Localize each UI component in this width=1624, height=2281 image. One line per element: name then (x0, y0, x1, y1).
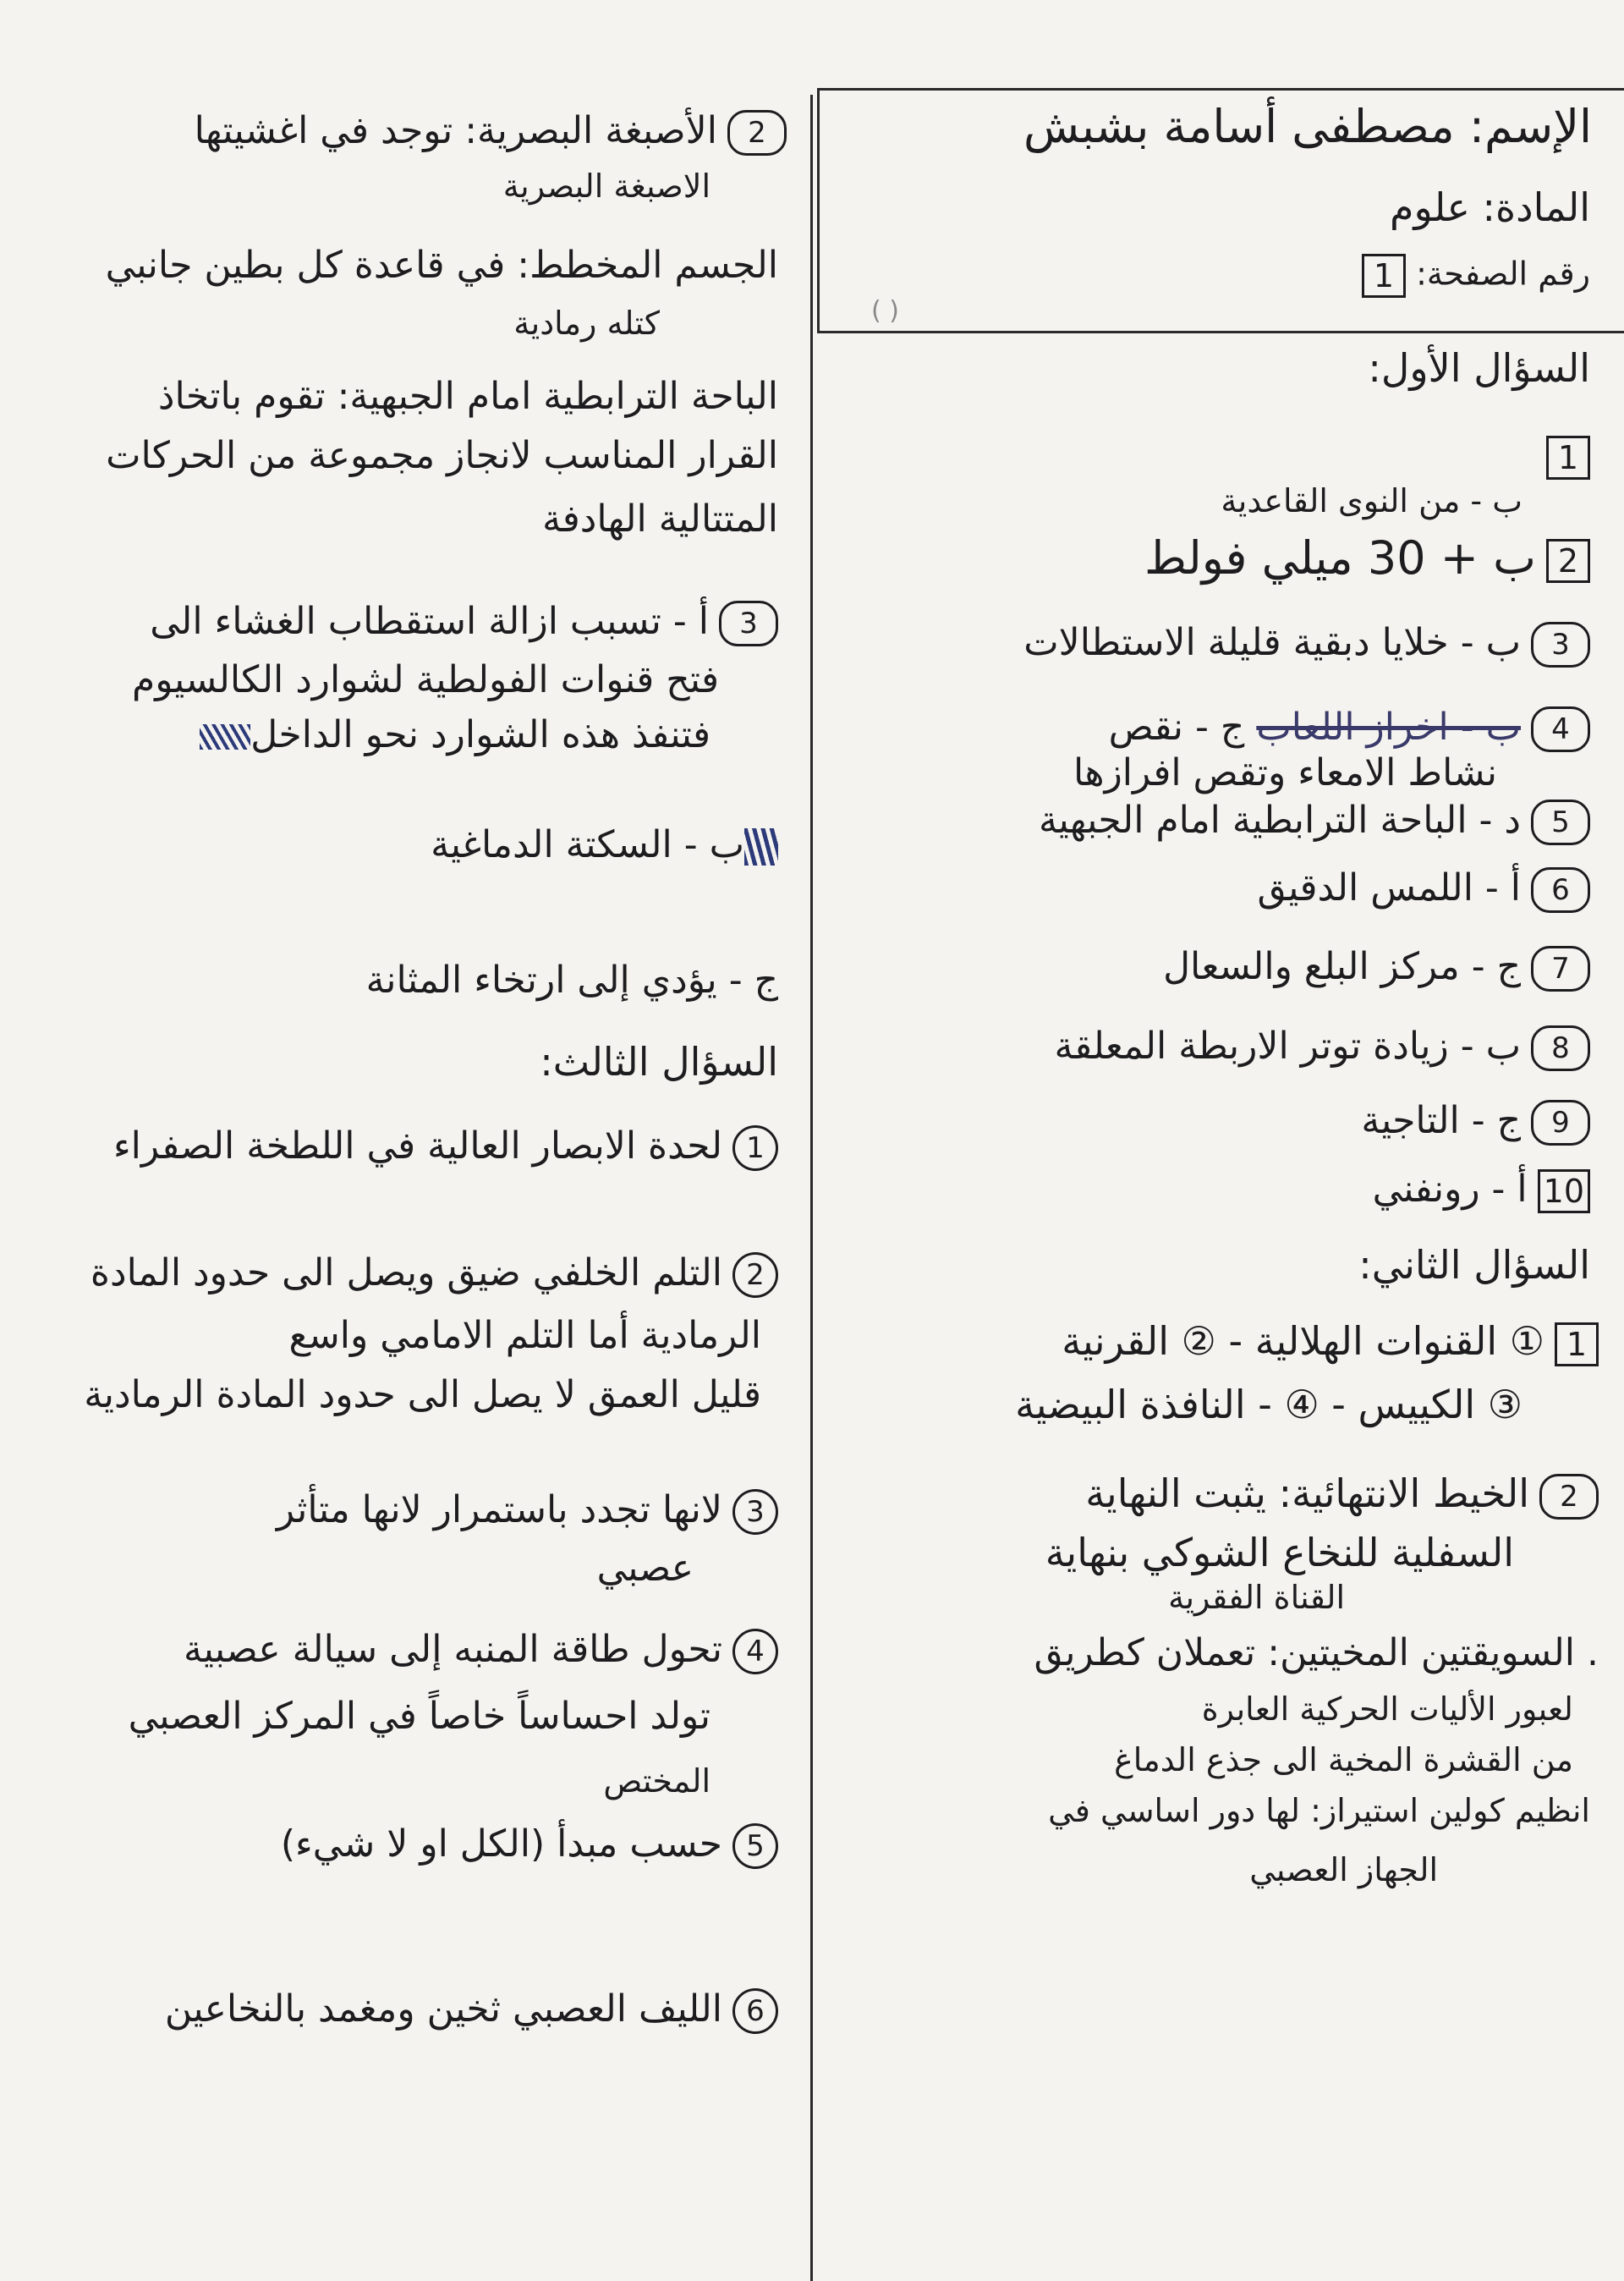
l-body-line1: الجسم المخطط: في قاعدة كل بطين جانبي (105, 244, 778, 287)
l-item-3c: ج - يؤدي إلى ارتخاء المثانة (365, 959, 778, 1002)
q2-item-2-line1: 2الخيط الانتهائية: يثبت النهاية (1085, 1472, 1599, 1520)
q1-title: السؤال الأول: (1368, 345, 1590, 391)
q3-item-4-line3: المختص (603, 1762, 710, 1800)
scribble-mark-2 (744, 828, 778, 866)
q2-title: السؤال الثاني: (1358, 1242, 1590, 1288)
l-item-3b: ب - السكتة الدماغية (431, 825, 778, 866)
q2-item-2-line5: لعبور الأليات الحركية العابرة (1201, 1690, 1573, 1728)
column-divider (810, 95, 813, 2281)
student-name: الإسم: مصطفى أسامة بشبش (1023, 100, 1592, 153)
q3-item-5: 5حسب مبدأ (الكل او لا شيء) (281, 1823, 778, 1869)
q1-item-4-struck: ب - اخراز اللعاب (1256, 706, 1521, 749)
l-q2-item-2-line2: الاصبغة البصرية (502, 168, 710, 205)
l-q2-item-3-line2: فتح قنوات الفولطية لشوارد الكالسيوم (131, 658, 719, 701)
q2-item-2-line8: الجهاز العصبي (1249, 1851, 1438, 1888)
q2-item-2-line2: السفلية للنخاع الشوكي بنهاية (1045, 1530, 1514, 1575)
q2-item-1-line2: ③ الكييس - ④ - النافذة البيضية (1015, 1382, 1522, 1427)
q3-item-6: 6الليف العصبي ثخين ومغمد بالنخاعين (165, 1988, 778, 2034)
q2-item-2-line6: من القشرة المخية الى جذع الدماغ (1114, 1741, 1573, 1778)
q1-item-8: 8ب - زيادة توتر الاربطة المعلقة (1055, 1025, 1590, 1071)
page-number-line (1352, 254, 1590, 298)
q1-item-10: 10أ - رونفني (1373, 1169, 1590, 1213)
l-body-line2: كتله رمادية (513, 305, 660, 342)
l-q2-item-2-line1: 2الأصبغة البصرية: توجد في اغشيتها (195, 110, 787, 156)
q1-item-2: 2ب + 30 ميلي فولط (1144, 533, 1590, 583)
q1-item-4: 4ب - اخراز اللعاب ج - نقص (1109, 706, 1590, 752)
page-number-label: رقم الصفحة: (1416, 255, 1590, 293)
q1-item-7: 7ج - مركز البلع والسعال (1163, 946, 1590, 992)
q1-item-1-text: ب - من النوى القاعدية (1221, 482, 1522, 519)
q1-item-9: 9ج - التاجية (1361, 1100, 1590, 1146)
q2-item-2-line4: . السويقتين المخيتين: تعملان كطريق (1034, 1631, 1599, 1674)
q1-item-5: 5د - الباحة الترابطية امام الجبهية (1039, 800, 1590, 845)
q1-item-3: 3ب - خلايا دبقية قليلة الاستطالات (1023, 622, 1590, 668)
l-assoc-line2: القرار المناسب لانجاز مجموعة من الحركات (106, 434, 778, 477)
l-q2-item-3-line3: فتنفذ هذه الشوارد نحو الداخل (200, 715, 710, 756)
subject-line: المادة: علوم (1389, 184, 1590, 230)
q3-item-4-line1: 4تحول طاقة المنبه إلى سيالة عصبية (184, 1629, 778, 1674)
l-assoc-line1: الباحة الترابطية امام الجبهية: تقوم باتخاذ (157, 375, 778, 418)
q1-item-6: 6أ - اللمس الدقيق (1257, 867, 1590, 913)
stray-mark: ( ) (871, 296, 899, 326)
q2-item-2-line7: انظيم كولين استيراز: لها دور اساسي في (1048, 1792, 1590, 1829)
q3-item-2-line1: 2التلم الخلفي ضيق ويصل الى حدود المادة (91, 1252, 778, 1298)
page-number-box: 1 (1362, 254, 1406, 298)
q3-item-3-line2: عصبي (596, 1547, 694, 1590)
q3-item-4-line2: تولد احساساً خاصاً في المركز العصبي (128, 1695, 710, 1738)
q2-item-2-line3: القناة الفقرية (1168, 1579, 1345, 1616)
q3-item-3-line1: 3لانها تجدد باستمرار لانها متأثر (277, 1489, 778, 1535)
q3-item-2-line2: الرمادية أما التلم الامامي واسع (288, 1314, 761, 1357)
scribble-mark (200, 724, 250, 750)
q3-item-2-line3: قليل العمق لا يصل الى حدود المادة الرمادية (84, 1373, 761, 1416)
q1-item-1-num: 1 (1536, 436, 1590, 480)
q1-item-4-cont: نشاط الامعاء وتقص افرازها (1073, 751, 1497, 794)
q3-title: السؤال الثالث: (540, 1039, 778, 1085)
l-assoc-line3: المتتالية الهادفة (542, 497, 778, 541)
q2-item-1-line1: 1① القنوات الهلالية - ② القرنية (1062, 1320, 1599, 1366)
q3-item-1: 1لحدة الابصار العالية في اللطخة الصفراء (113, 1125, 778, 1171)
l-q2-item-3-line1: 3أ - تسبب ازالة استقطاب الغشاء الى (150, 601, 778, 646)
